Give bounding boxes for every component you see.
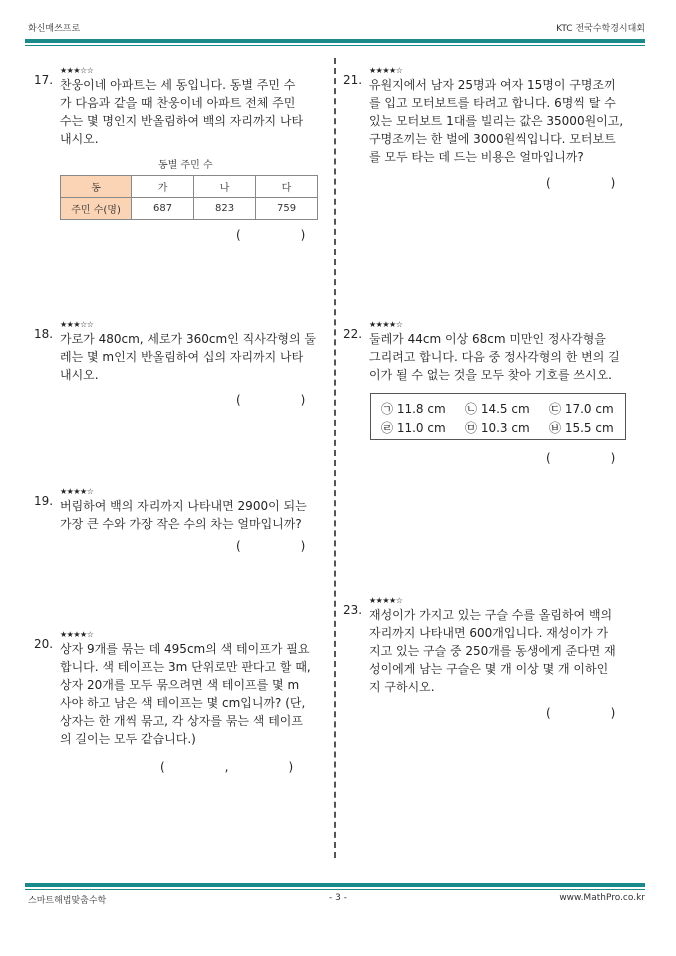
question-23: [343, 596, 633, 726]
answer-blank[interactable]: ( ): [236, 228, 306, 242]
question-19: [34, 487, 324, 557]
table-cell: 823: [194, 198, 256, 220]
table-row: [61, 198, 318, 220]
text-line: 둘레가 44cm 이상 68cm 미만인 정사각형을: [369, 332, 606, 346]
text-line: 이가 될 수 없는 것을 모두 찾아 기호를 쓰시오.: [369, 368, 612, 382]
header-publisher: 화신매쓰프로: [28, 24, 81, 34]
answer-blank[interactable]: ( , ): [160, 760, 294, 774]
text-line: 지고 있는 구슬 중 250개를 동생에게 준다면 재: [369, 644, 616, 658]
option-item: ㉥ 15.5 cm: [549, 421, 614, 435]
question-18: [34, 320, 324, 410]
text-line: 가로가 480cm, 세로가 360cm인 직사각형의 둘: [60, 332, 316, 346]
text-line: 재성이가 가지고 있는 구슬 수를 올림하여 백의: [369, 608, 613, 622]
question-20: [34, 630, 324, 780]
text-line: 레는 몇 m인지 반올림하여 십의 자리까지 나타: [60, 350, 304, 364]
text-line: 성이에게 남는 구슬은 몇 개 이상 몇 개 이하인: [369, 662, 609, 676]
table-header-cell: 동: [61, 176, 132, 198]
question-22: [343, 320, 633, 470]
difficulty-stars: ★★★★☆: [60, 487, 94, 496]
question-number: 22.: [343, 327, 363, 341]
text-line: 의 길이는 모두 같습니다.): [60, 732, 196, 746]
column-divider: [334, 58, 336, 858]
difficulty-stars: ★★★☆☆: [60, 320, 94, 329]
question-text: [60, 640, 311, 748]
text-line: 자리까지 나타내면 600개입니다. 재성이가 가: [369, 626, 609, 640]
question-text: [60, 497, 307, 533]
text-line: 를 입고 모터보트를 타려고 합니다. 6명씩 탈 수: [369, 96, 616, 110]
population-table: [60, 175, 318, 220]
option-item: ㉣ 11.0 cm: [381, 421, 446, 435]
page-number: - 3 -: [329, 893, 347, 903]
answer-blank[interactable]: ( ): [546, 451, 616, 465]
text-line: 가장 큰 수와 가장 작은 수의 차는 얼마입니까?: [60, 517, 302, 531]
footer-rule-thin: [25, 889, 645, 890]
text-line: 수는 몇 명인지 반올림하여 백의 자리까지 나타: [60, 114, 304, 128]
difficulty-stars: ★★★☆☆: [60, 66, 94, 75]
difficulty-stars: ★★★★☆: [369, 596, 403, 605]
table-cell: 주민 수(명): [61, 198, 132, 220]
text-line: 내시오.: [60, 368, 99, 382]
table-header-cell: 가: [132, 176, 194, 198]
difficulty-stars: ★★★★☆: [369, 320, 403, 329]
footer-brand: 스마트해법맞춤수학: [28, 896, 107, 906]
text-line: 유원지에서 남자 25명과 여자 15명이 구명조끼: [369, 78, 616, 92]
table-header-cell: 나: [194, 176, 256, 198]
table-caption: 동별 주민 수: [158, 160, 213, 171]
text-line: 내시오.: [60, 132, 99, 146]
header-contest-title: KTC 전국수학경시대회: [556, 24, 645, 34]
table-header-row: [61, 176, 318, 198]
question-text: [369, 76, 623, 166]
question-text: [60, 330, 316, 384]
text-line: 가 다음과 같을 때 찬웅이네 아파트 전체 주민: [60, 96, 296, 110]
options-box: [370, 393, 626, 440]
option-item: ㉤ 10.3 cm: [465, 421, 530, 435]
text-line: 사야 하고 남은 색 테이프는 몇 cm입니까? (단,: [60, 696, 306, 710]
text-line: 상자 20개를 모두 묶으려면 색 테이프를 몇 m: [60, 678, 300, 692]
table-header-cell: 다: [256, 176, 318, 198]
answer-blank[interactable]: ( ): [236, 393, 306, 407]
footer-rule: [25, 883, 645, 887]
text-line: 합니다. 색 테이프는 3m 단위로만 판다고 할 때,: [60, 660, 311, 674]
difficulty-stars: ★★★★☆: [60, 630, 94, 639]
text-line: 를 모두 타는 데 드는 비용은 얼마입니까?: [369, 150, 584, 164]
answer-blank[interactable]: ( ): [546, 706, 616, 720]
header-rule-thin: [25, 45, 645, 46]
footer-website-link[interactable]: www.MathPro.co.kr: [559, 893, 645, 903]
question-number: 17.: [34, 73, 54, 87]
answer-blank[interactable]: ( ): [546, 176, 616, 190]
question-text: [60, 76, 303, 148]
text-line: 지 구하시오.: [369, 680, 435, 694]
option-item: ㉠ 11.8 cm: [381, 402, 446, 416]
table-cell: 687: [132, 198, 194, 220]
text-line: 버림하여 백의 자리까지 나타내면 2900이 되는: [60, 499, 307, 513]
option-item: ㉡ 14.5 cm: [465, 402, 530, 416]
question-number: 18.: [34, 327, 54, 341]
question-text: [369, 606, 616, 696]
question-17: [34, 66, 324, 246]
text-line: 구명조끼는 한 벌에 3000원씩입니다. 모터보트: [369, 132, 616, 146]
option-item: ㉢ 17.0 cm: [549, 402, 614, 416]
answer-blank[interactable]: ( ): [236, 539, 306, 553]
question-21: [343, 66, 633, 196]
question-text: [369, 330, 620, 384]
text-line: 상자는 한 개씩 묶고, 각 상자를 묶는 색 테이프: [60, 714, 303, 728]
question-number: 20.: [34, 637, 54, 651]
question-number: 23.: [343, 603, 363, 617]
header-rule: [25, 39, 645, 43]
table-cell: 759: [256, 198, 318, 220]
question-number: 21.: [343, 73, 363, 87]
text-line: 있는 모터보트 1대를 빌리는 값은 35000원이고,: [369, 114, 624, 128]
text-line: 찬웅이네 아파트는 세 동입니다. 동별 주민 수: [60, 78, 296, 92]
difficulty-stars: ★★★★☆: [369, 66, 403, 75]
text-line: 상자 9개를 묶는 데 495cm의 색 테이프가 필요: [60, 642, 310, 656]
question-number: 19.: [34, 494, 54, 508]
text-line: 그리려고 합니다. 다음 중 정사각형의 한 변의 길: [369, 350, 620, 364]
